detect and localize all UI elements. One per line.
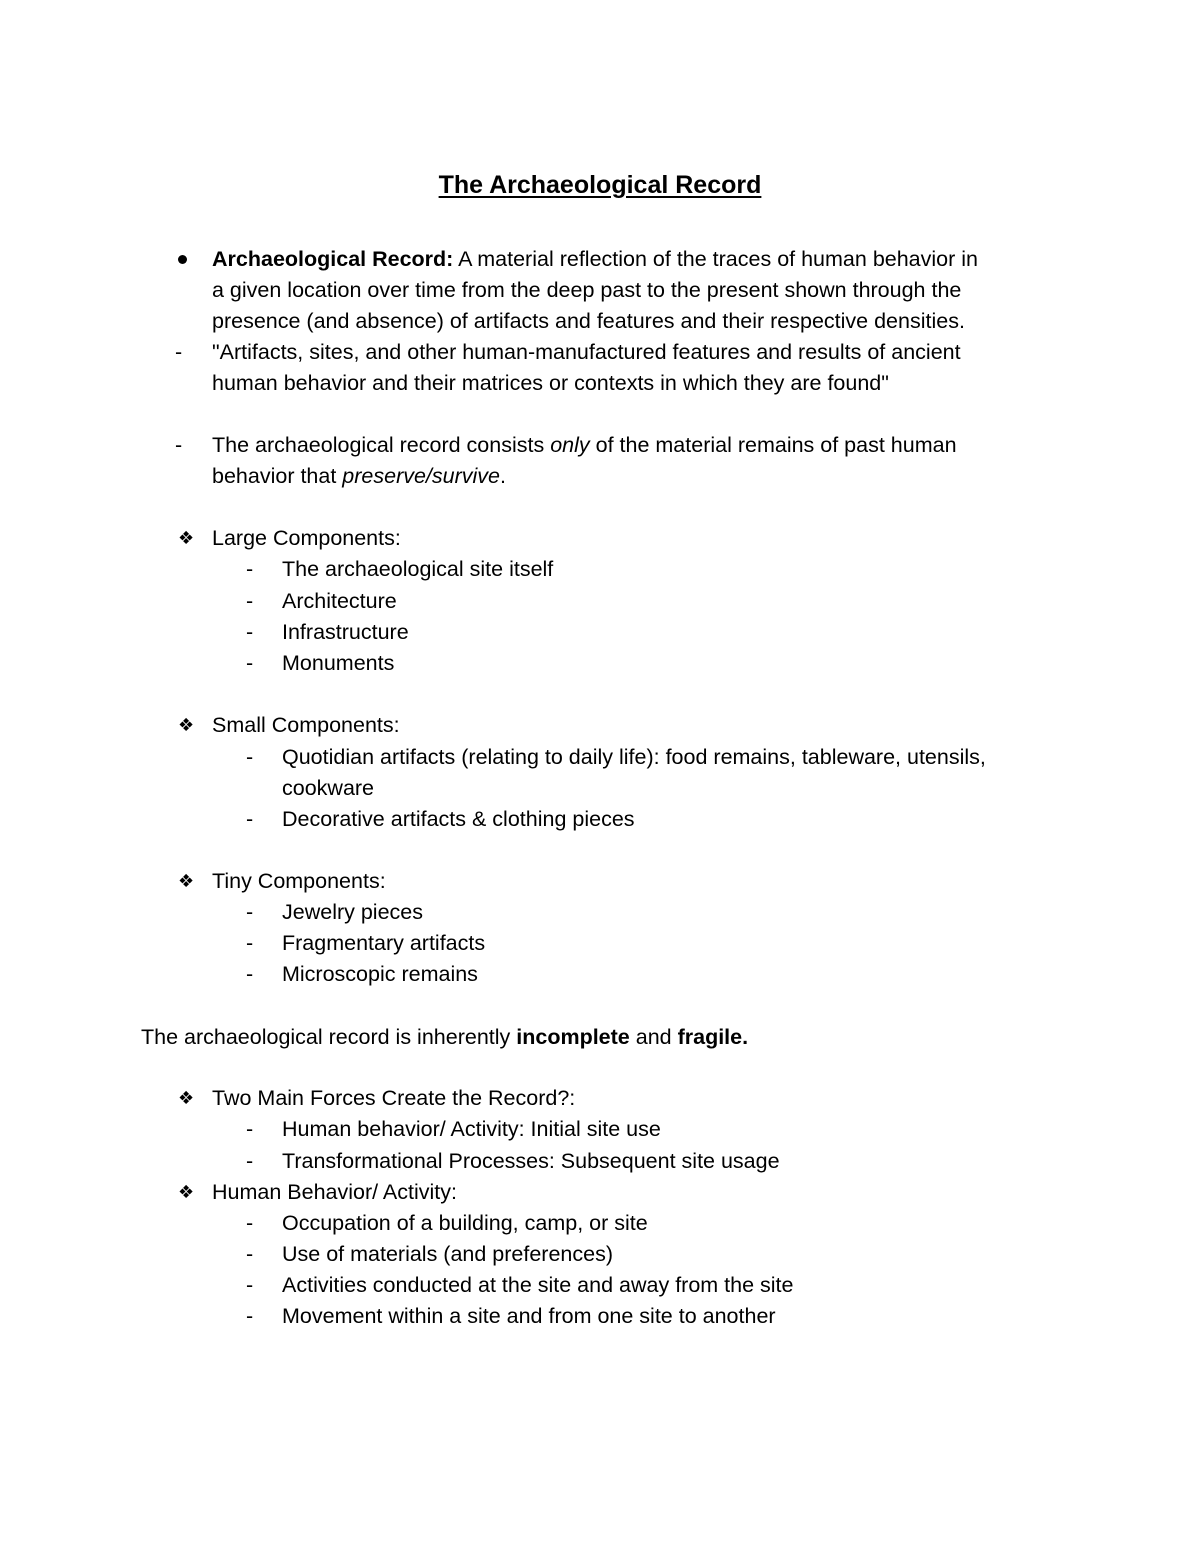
consists-emphasis: only: [550, 433, 590, 457]
diamond-bullet-icon: ❖: [178, 715, 195, 736]
diamond-bullet-icon: ❖: [178, 871, 195, 892]
dash-marker: -: [246, 557, 254, 581]
definition-term: Archaeological Record:: [212, 247, 454, 271]
consists-text: The archaeological record consists: [212, 433, 551, 457]
list-item: Monuments: [282, 651, 395, 675]
dash-marker: -: [246, 807, 254, 831]
dash-marker: -: [246, 1117, 254, 1141]
list-item: Infrastructure: [282, 620, 409, 644]
quote-line-1: "Artifacts, sites, and other human-manufactured features and results of ancient: [212, 340, 961, 364]
list-item: Use of materials (and preferences): [282, 1242, 614, 1266]
dash-marker: -: [246, 745, 254, 769]
bullet-dot-icon: [178, 255, 187, 264]
list-item: Transformational Processes: Subsequent site usage: [282, 1149, 780, 1173]
dash-marker: -: [246, 1211, 254, 1235]
dash-marker: -: [246, 931, 254, 955]
diamond-bullet-icon: ❖: [178, 528, 195, 549]
dash-marker: -: [246, 1273, 254, 1297]
diamond-bullet-icon: ❖: [178, 1088, 195, 1109]
list-item: Movement within a site and from one site to another: [282, 1304, 776, 1328]
quote-line-2: human behavior and their matrices or contexts in which they are found": [212, 371, 889, 395]
list-item-continuation: cookware: [282, 776, 375, 800]
dash-marker: -: [246, 589, 254, 613]
statement-bold: fragile.: [677, 1025, 749, 1049]
definition-text: A material reflection of the traces of human behavior in: [453, 247, 978, 271]
consists-emphasis: preserve/survive: [342, 464, 501, 488]
page-title: The Archaeological Record: [438, 171, 762, 199]
tiny-heading: Tiny Components:: [212, 869, 386, 893]
consists-line-2: [212, 466, 506, 488]
consists-text: of the material remains of past human: [589, 433, 957, 457]
dash-marker: -: [175, 340, 183, 364]
statement-bold: incomplete: [516, 1025, 630, 1049]
list-item: Architecture: [282, 589, 397, 613]
statement-paragraph: [141, 1027, 748, 1049]
definition-line-3: presence (and absence) of artifacts and features and their respective densities.: [212, 309, 965, 333]
dash-marker: -: [246, 900, 254, 924]
behavior-heading: Human Behavior/ Activity:: [212, 1180, 457, 1204]
dash-marker: -: [246, 620, 254, 644]
dash-marker: -: [175, 433, 183, 457]
dash-marker: -: [246, 1304, 254, 1328]
list-item: Quotidian artifacts (relating to daily life): food remains, tableware, utensils,: [282, 745, 986, 769]
list-item: Microscopic remains: [282, 962, 478, 986]
consists-text: behavior that: [212, 464, 343, 488]
statement-text: The archaeological record is inherently: [141, 1025, 517, 1049]
forces-heading: Two Main Forces Create the Record?:: [212, 1086, 576, 1110]
list-item: Fragmentary artifacts: [282, 931, 486, 955]
definition-line-2: a given location over time from the deep past to the present shown through the: [212, 278, 962, 302]
dash-marker: -: [246, 651, 254, 675]
list-item: Occupation of a building, camp, or site: [282, 1211, 648, 1235]
list-item: The archaeological site itself: [282, 557, 554, 581]
list-item: Jewelry pieces: [282, 900, 423, 924]
large-heading: Large Components:: [212, 526, 401, 550]
diamond-bullet-icon: ❖: [178, 1182, 195, 1203]
list-item: Human behavior/ Activity: Initial site use: [282, 1117, 661, 1141]
definition-line-1: [212, 249, 978, 271]
list-item: Activities conducted at the site and away from the site: [282, 1273, 794, 1297]
small-heading: Small Components:: [212, 713, 400, 737]
dash-marker: -: [246, 962, 254, 986]
dash-marker: -: [246, 1149, 254, 1173]
list-item: Decorative artifacts & clothing pieces: [282, 807, 635, 831]
consists-line-1: [212, 435, 957, 457]
consists-text: .: [500, 464, 506, 488]
statement-text: and: [629, 1025, 678, 1049]
dash-marker: -: [246, 1242, 254, 1266]
